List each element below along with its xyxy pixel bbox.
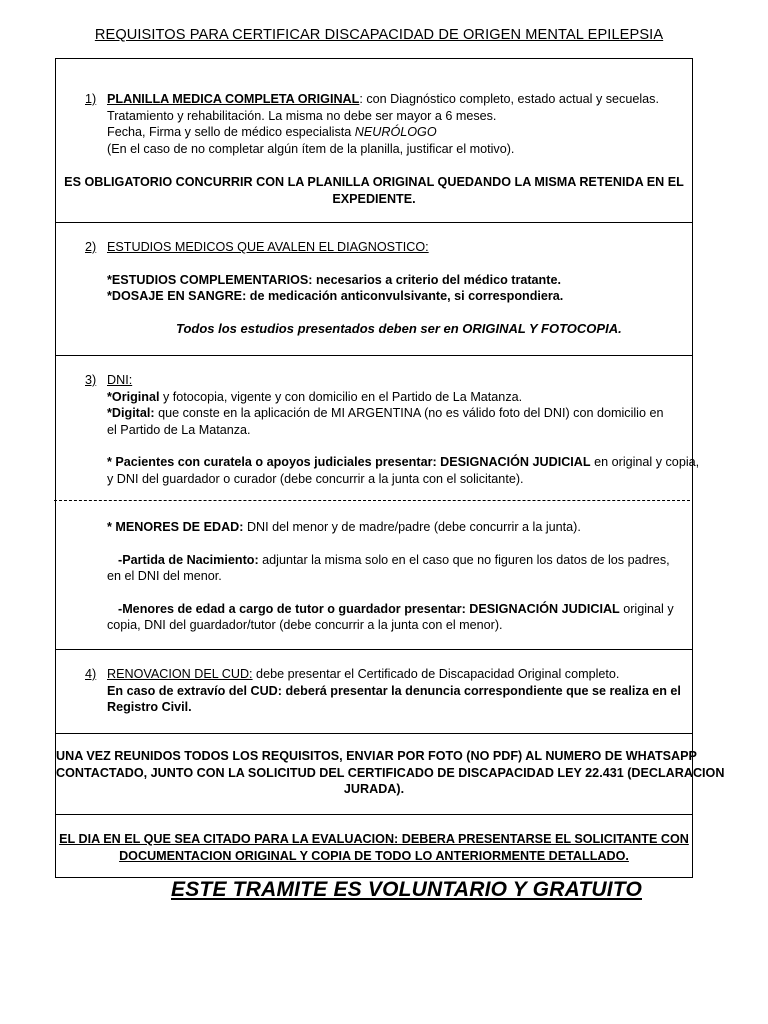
section-heading: RENOVACION DEL CUD:	[107, 667, 253, 681]
section-text: el Partido de La Matanza.	[107, 422, 251, 437]
section-dni	[56, 372, 700, 487]
footer-title: ESTE TRAMITE ES VOLUNTARIO Y GRATUITO	[171, 878, 642, 901]
section-dia-evaluacion	[56, 831, 692, 864]
section-text: DNI del menor y de madre/padre (debe concurrir a la junta).	[243, 520, 581, 534]
label-bold: *Original	[107, 389, 160, 404]
section-estudios-medicos	[56, 239, 692, 337]
section-envio-whatsapp	[56, 748, 725, 798]
instruction-line: UNA VEZ REUNIDOS TODOS LOS REQUISITOS, ENVIAR POR FOTO (NO PDF) AL NUMERO DE WHATSAPP	[56, 749, 697, 763]
section-number: 3)	[85, 373, 97, 387]
section-number: 4)	[85, 667, 97, 681]
divider	[56, 355, 692, 356]
page-title: REQUISITOS PARA CERTIFICAR DISCAPACIDAD DE ORIGEN MENTAL EPILEPSIA	[94, 27, 664, 43]
divider	[56, 222, 692, 223]
instruction-line: CONTACTADO, JUNTO CON LA SOLICITUD DEL CERTIFICADO DE DISCAPACIDAD LEY 22.431 (DECLARACION	[56, 765, 725, 780]
label-bold: * Pacientes con curatela o apoyos judiciales presentar: DESIGNACIÓN JUDICIAL	[107, 455, 591, 469]
section-heading: DNI:	[107, 373, 133, 387]
section-text: Tratamiento y rehabilitación. La misma no debe ser mayor a 6 meses.	[107, 108, 497, 123]
section-number: 1)	[85, 92, 97, 106]
label-bold: -Partida de Nacimiento:	[118, 552, 259, 567]
list-item: *ESTUDIOS COMPLEMENTARIOS: necesarios a criterio del médico tratante.	[107, 272, 561, 287]
section-renovacion-cud	[56, 666, 692, 716]
divider	[56, 733, 692, 734]
section-text: que conste en la aplicación de MI ARGENTINA (no es válido foto del DNI) con domicilio en	[154, 406, 664, 420]
section-text: Registro Civil.	[107, 700, 192, 714]
section-number: 2)	[85, 240, 97, 254]
label-bold: * MENORES DE EDAD:	[107, 520, 244, 534]
section-text: y fotocopia, vigente y con domicilio en el Partido de La Matanza.	[159, 389, 523, 404]
divider	[56, 649, 692, 650]
instruction-line: DOCUMENTACION ORIGINAL Y COPIA DE TODO LO ANTERIORMENTE DETALLADO.	[119, 848, 629, 863]
dashed-divider	[54, 500, 690, 501]
section-heading: ESTUDIOS MEDICOS QUE AVALEN EL DIAGNOSTICO:	[107, 240, 429, 254]
obligatory-notice: ES OBLIGATORIO CONCURRIR CON LA PLANILLA ORIGINAL QUEDANDO LA MISMA RETENIDA EN EL	[64, 175, 684, 189]
section-text: y DNI del guardador o curador (debe concurrir a la junta con el solicitante).	[107, 471, 524, 486]
section-planilla-medica	[56, 91, 692, 207]
label-bold: -Menores de edad a cargo de tutor o guardador presentar: DESIGNACIÓN JUDICIAL	[118, 601, 620, 616]
obligatory-notice: EXPEDIENTE.	[332, 191, 416, 206]
section-text: debe presentar el Certificado de Discapacidad Original completo.	[252, 667, 620, 681]
divider	[56, 814, 692, 815]
requirements-frame	[55, 58, 725, 878]
section-text: Fecha, Firma y sello de médico especialista	[107, 125, 355, 139]
label-bold: *Digital:	[107, 406, 155, 420]
section-text: original y	[619, 601, 674, 616]
section-text: : con Diagnóstico completo, estado actual y secuelas.	[359, 92, 659, 106]
section-text: adjuntar la misma solo en el caso que no figuren los datos de los padres,	[258, 552, 670, 567]
section-text: (En el caso de no completar algún ítem de la planilla, justificar el motivo).	[107, 141, 515, 156]
section-dni-menores	[56, 519, 692, 634]
list-item: *DOSAJE EN SANGRE: de medicación anticonvulsivante, si correspondiera.	[107, 289, 564, 303]
section-heading: PLANILLA MEDICA COMPLETA ORIGINAL	[107, 92, 360, 106]
specialist-text: NEURÓLOGO	[354, 125, 437, 139]
instruction-line: EL DIA EN EL QUE SEA CITADO PARA LA EVALUACION: DEBERA PRESENTARSE EL SOLICITANTE CON	[59, 832, 689, 846]
section-text: copia, DNI del guardador/tutor (debe concurrir a la junta con el menor).	[107, 618, 503, 632]
section-text: en el DNI del menor.	[107, 569, 222, 583]
instruction-line: JURADA).	[343, 782, 405, 796]
section-text: en original y copia,	[590, 455, 700, 469]
section-text: En caso de extravío del CUD: deberá presentar la denuncia correspondiente que se realiza en el	[107, 683, 681, 698]
studies-note: Todos los estudios presentados deben ser en ORIGINAL Y FOTOCOPIA.	[176, 320, 622, 336]
